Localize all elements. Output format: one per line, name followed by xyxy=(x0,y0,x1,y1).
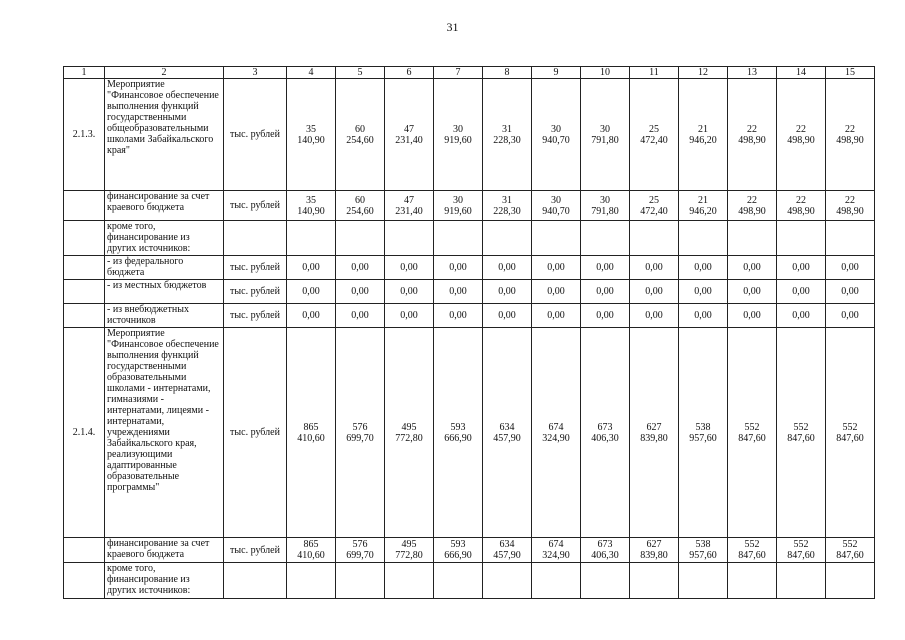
value-line-1: 0,00 xyxy=(841,286,859,297)
value-cell xyxy=(532,304,581,328)
value-line-1: 31 xyxy=(502,123,512,135)
value-cell xyxy=(287,538,336,563)
row-code xyxy=(64,191,105,221)
value-cell xyxy=(385,191,434,221)
value-cell xyxy=(434,79,483,191)
value-cell xyxy=(483,328,532,538)
value-cell xyxy=(287,79,336,191)
value-cell xyxy=(385,538,434,563)
value-cell xyxy=(336,304,385,328)
column-number: 2 xyxy=(105,67,224,79)
value-line-1: 0,00 xyxy=(498,262,516,273)
row-name: - из федерального бюджета xyxy=(105,256,224,280)
value-line-1: 0,00 xyxy=(596,310,614,321)
value-line-1: 0,00 xyxy=(400,262,418,273)
value-line-1: 0,00 xyxy=(596,262,614,273)
value-line-1: 0,00 xyxy=(694,262,712,273)
value-line-1: 0,00 xyxy=(792,310,810,321)
value-line-1: 30 xyxy=(600,194,610,206)
value-line-1: 0,00 xyxy=(841,310,859,321)
column-number: 11 xyxy=(630,67,679,79)
value-cell xyxy=(336,280,385,304)
value-line-2: 498,90 xyxy=(738,134,766,146)
value-cell xyxy=(385,280,434,304)
value-line-1: 627 xyxy=(646,539,662,550)
value-line-2: 772,80 xyxy=(395,432,423,444)
value-cell xyxy=(336,256,385,280)
value-line-1: 0,00 xyxy=(743,310,761,321)
value-cell xyxy=(385,256,434,280)
value-line-2: 140,90 xyxy=(297,205,325,217)
page-number: 31 xyxy=(446,20,459,34)
value-cell xyxy=(581,221,630,256)
header-row xyxy=(64,67,875,79)
value-cell xyxy=(336,221,385,256)
value-cell xyxy=(581,538,630,563)
row-name: - из местных бюджетов xyxy=(105,280,224,304)
column-number: 15 xyxy=(826,67,875,79)
value-line-1: 552 xyxy=(793,421,809,433)
value-cell xyxy=(581,328,630,538)
value-line-2: 919,60 xyxy=(444,134,472,146)
value-line-1: 0,00 xyxy=(400,310,418,321)
value-line-2: 772,80 xyxy=(395,550,423,561)
value-line-2: 847,60 xyxy=(787,550,815,561)
row-code: 2.1.4. xyxy=(64,328,105,538)
value-line-1: 22 xyxy=(747,123,757,135)
value-line-2: 324,90 xyxy=(542,550,570,561)
value-line-1: 0,00 xyxy=(841,262,859,273)
value-line-1: 552 xyxy=(842,539,858,550)
budget-table xyxy=(63,66,875,599)
value-line-1: 30 xyxy=(551,123,561,135)
value-line-1: 0,00 xyxy=(792,262,810,273)
row-unit: тыс. рублей xyxy=(224,328,287,538)
value-cell xyxy=(434,191,483,221)
value-cell xyxy=(728,563,777,599)
value-cell xyxy=(532,328,581,538)
value-line-1: 0,00 xyxy=(449,286,467,297)
value-line-1: 47 xyxy=(404,123,414,135)
value-cell xyxy=(777,328,826,538)
value-cell xyxy=(483,304,532,328)
value-line-2: 472,40 xyxy=(640,205,668,217)
value-cell xyxy=(581,256,630,280)
value-line-1: 21 xyxy=(698,123,708,135)
table-row xyxy=(64,256,875,280)
row-code: 2.1.3. xyxy=(64,79,105,191)
value-cell xyxy=(434,221,483,256)
table-row xyxy=(64,221,875,256)
value-cell xyxy=(336,79,385,191)
value-line-1: 593 xyxy=(450,421,466,433)
value-line-1: 30 xyxy=(453,123,463,135)
value-line-1: 22 xyxy=(796,123,806,135)
value-cell xyxy=(630,256,679,280)
value-cell xyxy=(532,538,581,563)
table-row xyxy=(64,280,875,304)
value-line-2: 847,60 xyxy=(738,432,766,444)
value-line-1: 0,00 xyxy=(351,262,369,273)
value-cell xyxy=(728,79,777,191)
row-name: - из внебюджетных источников xyxy=(105,304,224,328)
value-line-1: 0,00 xyxy=(449,310,467,321)
value-line-1: 576 xyxy=(352,539,368,550)
row-name: финансирование за счет краевого бюджета xyxy=(105,538,224,563)
value-line-2: 472,40 xyxy=(640,134,668,146)
value-cell xyxy=(679,79,728,191)
value-line-1: 0,00 xyxy=(302,286,320,297)
value-cell xyxy=(483,256,532,280)
value-cell xyxy=(434,563,483,599)
column-number: 10 xyxy=(581,67,630,79)
value-cell xyxy=(728,328,777,538)
value-line-2: 498,90 xyxy=(787,205,815,217)
value-line-1: 627 xyxy=(646,421,662,433)
value-line-1: 30 xyxy=(453,194,463,206)
value-cell xyxy=(826,221,875,256)
value-line-1: 0,00 xyxy=(351,310,369,321)
value-cell xyxy=(532,280,581,304)
value-cell xyxy=(777,221,826,256)
value-line-2: 498,90 xyxy=(836,205,864,217)
column-number: 14 xyxy=(777,67,826,79)
row-code xyxy=(64,256,105,280)
table-row xyxy=(64,191,875,221)
value-line-1: 674 xyxy=(548,539,564,550)
value-line-1: 0,00 xyxy=(645,310,663,321)
value-line-1: 25 xyxy=(649,194,659,206)
value-line-2: 228,30 xyxy=(493,205,521,217)
value-line-1: 25 xyxy=(649,123,659,135)
table-row xyxy=(64,328,875,538)
value-cell xyxy=(483,563,532,599)
row-unit: тыс. рублей xyxy=(224,79,287,191)
value-line-1: 576 xyxy=(352,421,368,433)
value-cell xyxy=(385,563,434,599)
value-line-2: 457,90 xyxy=(493,550,521,561)
value-line-1: 60 xyxy=(355,123,365,135)
value-line-1: 865 xyxy=(303,539,319,550)
value-cell xyxy=(826,79,875,191)
value-cell xyxy=(287,280,336,304)
value-line-2: 228,30 xyxy=(493,134,521,146)
value-line-1: 674 xyxy=(548,421,564,433)
value-cell xyxy=(630,221,679,256)
value-line-2: 791,80 xyxy=(591,134,619,146)
value-cell xyxy=(434,280,483,304)
value-cell xyxy=(532,221,581,256)
value-cell xyxy=(777,256,826,280)
value-line-1: 634 xyxy=(499,539,515,550)
value-cell xyxy=(728,191,777,221)
value-line-1: 0,00 xyxy=(547,310,565,321)
value-line-1: 0,00 xyxy=(596,286,614,297)
value-line-2: 410,60 xyxy=(297,432,325,444)
value-line-2: 410,60 xyxy=(297,550,325,561)
value-cell xyxy=(483,79,532,191)
value-cell xyxy=(532,563,581,599)
value-line-1: 0,00 xyxy=(302,310,320,321)
value-cell xyxy=(581,79,630,191)
row-unit: тыс. рублей xyxy=(224,191,287,221)
column-number: 4 xyxy=(287,67,336,79)
value-cell xyxy=(728,538,777,563)
value-line-1: 552 xyxy=(793,539,809,550)
value-cell xyxy=(777,538,826,563)
value-cell xyxy=(826,304,875,328)
column-number: 6 xyxy=(385,67,434,79)
value-cell xyxy=(679,538,728,563)
column-number: 9 xyxy=(532,67,581,79)
value-cell xyxy=(826,280,875,304)
value-line-1: 31 xyxy=(502,194,512,206)
value-cell xyxy=(630,328,679,538)
value-cell xyxy=(385,304,434,328)
value-cell xyxy=(483,191,532,221)
value-line-2: 254,60 xyxy=(346,134,374,146)
row-code xyxy=(64,563,105,599)
column-number: 8 xyxy=(483,67,532,79)
value-line-2: 457,90 xyxy=(493,432,521,444)
value-line-1: 47 xyxy=(404,194,414,206)
value-cell xyxy=(728,256,777,280)
value-cell xyxy=(336,191,385,221)
value-line-1: 22 xyxy=(796,194,806,206)
table-row xyxy=(64,304,875,328)
value-line-1: 60 xyxy=(355,194,365,206)
value-cell xyxy=(679,256,728,280)
column-number: 7 xyxy=(434,67,483,79)
value-line-2: 498,90 xyxy=(787,134,815,146)
row-name: Мероприятие "Финансовое обеспечение выполнения функций государственными образовательными школами - интернатами, гимназиями - интернатами, лицеями - интернатами, учреждениями Забайкальского края, реализующими адаптированные образовательные программы" xyxy=(105,328,224,538)
column-number: 5 xyxy=(336,67,385,79)
value-cell xyxy=(336,563,385,599)
value-line-2: 847,60 xyxy=(738,550,766,561)
value-cell xyxy=(826,538,875,563)
value-line-1: 0,00 xyxy=(743,262,761,273)
value-cell xyxy=(532,191,581,221)
value-line-1: 634 xyxy=(499,421,515,433)
value-cell xyxy=(679,328,728,538)
table-row xyxy=(64,538,875,563)
value-line-1: 673 xyxy=(597,539,613,550)
value-line-2: 919,60 xyxy=(444,205,472,217)
row-unit: тыс. рублей xyxy=(224,256,287,280)
value-cell xyxy=(385,221,434,256)
value-line-2: 957,60 xyxy=(689,550,717,561)
value-line-1: 0,00 xyxy=(694,286,712,297)
value-cell xyxy=(777,79,826,191)
value-cell xyxy=(336,328,385,538)
value-line-2: 847,60 xyxy=(836,550,864,561)
value-cell xyxy=(777,304,826,328)
value-line-1: 0,00 xyxy=(645,262,663,273)
value-line-1: 35 xyxy=(306,194,316,206)
value-line-1: 22 xyxy=(845,123,855,135)
value-line-2: 839,80 xyxy=(640,550,668,561)
value-cell xyxy=(826,191,875,221)
value-line-1: 0,00 xyxy=(498,310,516,321)
value-line-2: 498,90 xyxy=(836,134,864,146)
value-line-2: 406,30 xyxy=(591,432,619,444)
value-cell xyxy=(728,221,777,256)
value-cell xyxy=(630,280,679,304)
table-row xyxy=(64,79,875,191)
value-cell xyxy=(287,563,336,599)
value-line-2: 699,70 xyxy=(346,432,374,444)
row-code xyxy=(64,221,105,256)
value-line-1: 673 xyxy=(597,421,613,433)
value-line-1: 0,00 xyxy=(547,262,565,273)
column-number: 1 xyxy=(64,67,105,79)
row-unit: тыс. рублей xyxy=(224,280,287,304)
value-cell xyxy=(532,256,581,280)
value-cell xyxy=(679,563,728,599)
value-cell xyxy=(679,221,728,256)
value-line-2: 847,60 xyxy=(787,432,815,444)
value-line-2: 666,90 xyxy=(444,432,472,444)
row-unit: тыс. рублей xyxy=(224,538,287,563)
value-line-1: 0,00 xyxy=(449,262,467,273)
value-line-1: 0,00 xyxy=(645,286,663,297)
column-number: 3 xyxy=(224,67,287,79)
value-cell xyxy=(434,304,483,328)
value-cell xyxy=(630,563,679,599)
value-cell xyxy=(434,256,483,280)
value-line-2: 946,20 xyxy=(689,205,717,217)
value-cell xyxy=(532,79,581,191)
value-line-2: 946,20 xyxy=(689,134,717,146)
value-line-1: 538 xyxy=(695,539,711,550)
value-line-2: 406,30 xyxy=(591,550,619,561)
value-cell xyxy=(826,563,875,599)
value-line-1: 35 xyxy=(306,123,316,135)
value-cell xyxy=(630,191,679,221)
value-line-1: 495 xyxy=(401,421,417,433)
value-line-2: 231,40 xyxy=(395,134,423,146)
value-cell xyxy=(434,328,483,538)
table-row xyxy=(64,563,875,599)
row-name: Мероприятие "Финансовое обеспечение выполнения функций государственными общеобразовательными школами Забайкальского края" xyxy=(105,79,224,191)
value-cell xyxy=(728,280,777,304)
value-line-1: 0,00 xyxy=(302,262,320,273)
value-line-2: 324,90 xyxy=(542,432,570,444)
value-line-1: 0,00 xyxy=(498,286,516,297)
row-name: кроме того, финансирование из других источников: xyxy=(105,221,224,256)
value-cell xyxy=(385,328,434,538)
value-cell xyxy=(777,280,826,304)
value-cell xyxy=(483,221,532,256)
value-cell xyxy=(483,538,532,563)
value-line-1: 552 xyxy=(842,421,858,433)
value-line-2: 847,60 xyxy=(836,432,864,444)
value-cell xyxy=(777,563,826,599)
value-line-2: 666,90 xyxy=(444,550,472,561)
value-cell xyxy=(581,191,630,221)
value-cell xyxy=(581,280,630,304)
value-cell xyxy=(287,328,336,538)
value-cell xyxy=(287,304,336,328)
value-cell xyxy=(287,191,336,221)
value-line-1: 30 xyxy=(551,194,561,206)
value-line-1: 552 xyxy=(744,421,760,433)
value-line-1: 0,00 xyxy=(547,286,565,297)
value-line-1: 0,00 xyxy=(743,286,761,297)
row-name: кроме того, финансирование из других источников: xyxy=(105,563,224,599)
value-cell xyxy=(336,538,385,563)
row-unit xyxy=(224,563,287,599)
value-line-1: 21 xyxy=(698,194,708,206)
value-line-2: 839,80 xyxy=(640,432,668,444)
row-code xyxy=(64,538,105,563)
value-line-2: 140,90 xyxy=(297,134,325,146)
column-number: 13 xyxy=(728,67,777,79)
value-cell xyxy=(483,280,532,304)
value-line-2: 699,70 xyxy=(346,550,374,561)
value-line-1: 495 xyxy=(401,539,417,550)
value-cell xyxy=(287,256,336,280)
value-cell xyxy=(581,304,630,328)
value-cell xyxy=(679,280,728,304)
value-line-1: 30 xyxy=(600,123,610,135)
value-cell xyxy=(434,538,483,563)
value-line-2: 791,80 xyxy=(591,205,619,217)
value-cell xyxy=(679,191,728,221)
value-line-2: 957,60 xyxy=(689,432,717,444)
value-line-2: 940,70 xyxy=(542,205,570,217)
value-cell xyxy=(581,563,630,599)
value-line-2: 254,60 xyxy=(346,205,374,217)
value-cell xyxy=(777,191,826,221)
value-line-1: 22 xyxy=(747,194,757,206)
value-cell xyxy=(679,304,728,328)
value-line-1: 22 xyxy=(845,194,855,206)
value-line-1: 593 xyxy=(450,539,466,550)
row-unit xyxy=(224,221,287,256)
value-line-2: 498,90 xyxy=(738,205,766,217)
value-cell xyxy=(287,221,336,256)
column-number: 12 xyxy=(679,67,728,79)
value-cell xyxy=(630,304,679,328)
value-line-1: 552 xyxy=(744,539,760,550)
value-cell xyxy=(826,328,875,538)
value-cell xyxy=(630,79,679,191)
value-cell xyxy=(826,256,875,280)
row-code xyxy=(64,280,105,304)
value-line-1: 865 xyxy=(303,421,319,433)
value-line-1: 0,00 xyxy=(400,286,418,297)
value-cell xyxy=(630,538,679,563)
row-name: финансирование за счет краевого бюджета xyxy=(105,191,224,221)
value-line-2: 231,40 xyxy=(395,205,423,217)
value-cell xyxy=(385,79,434,191)
row-code xyxy=(64,304,105,328)
value-line-2: 940,70 xyxy=(542,134,570,146)
row-unit: тыс. рублей xyxy=(224,304,287,328)
value-cell xyxy=(728,304,777,328)
value-line-1: 0,00 xyxy=(694,310,712,321)
value-line-1: 0,00 xyxy=(792,286,810,297)
value-line-1: 538 xyxy=(695,421,711,433)
value-line-1: 0,00 xyxy=(351,286,369,297)
